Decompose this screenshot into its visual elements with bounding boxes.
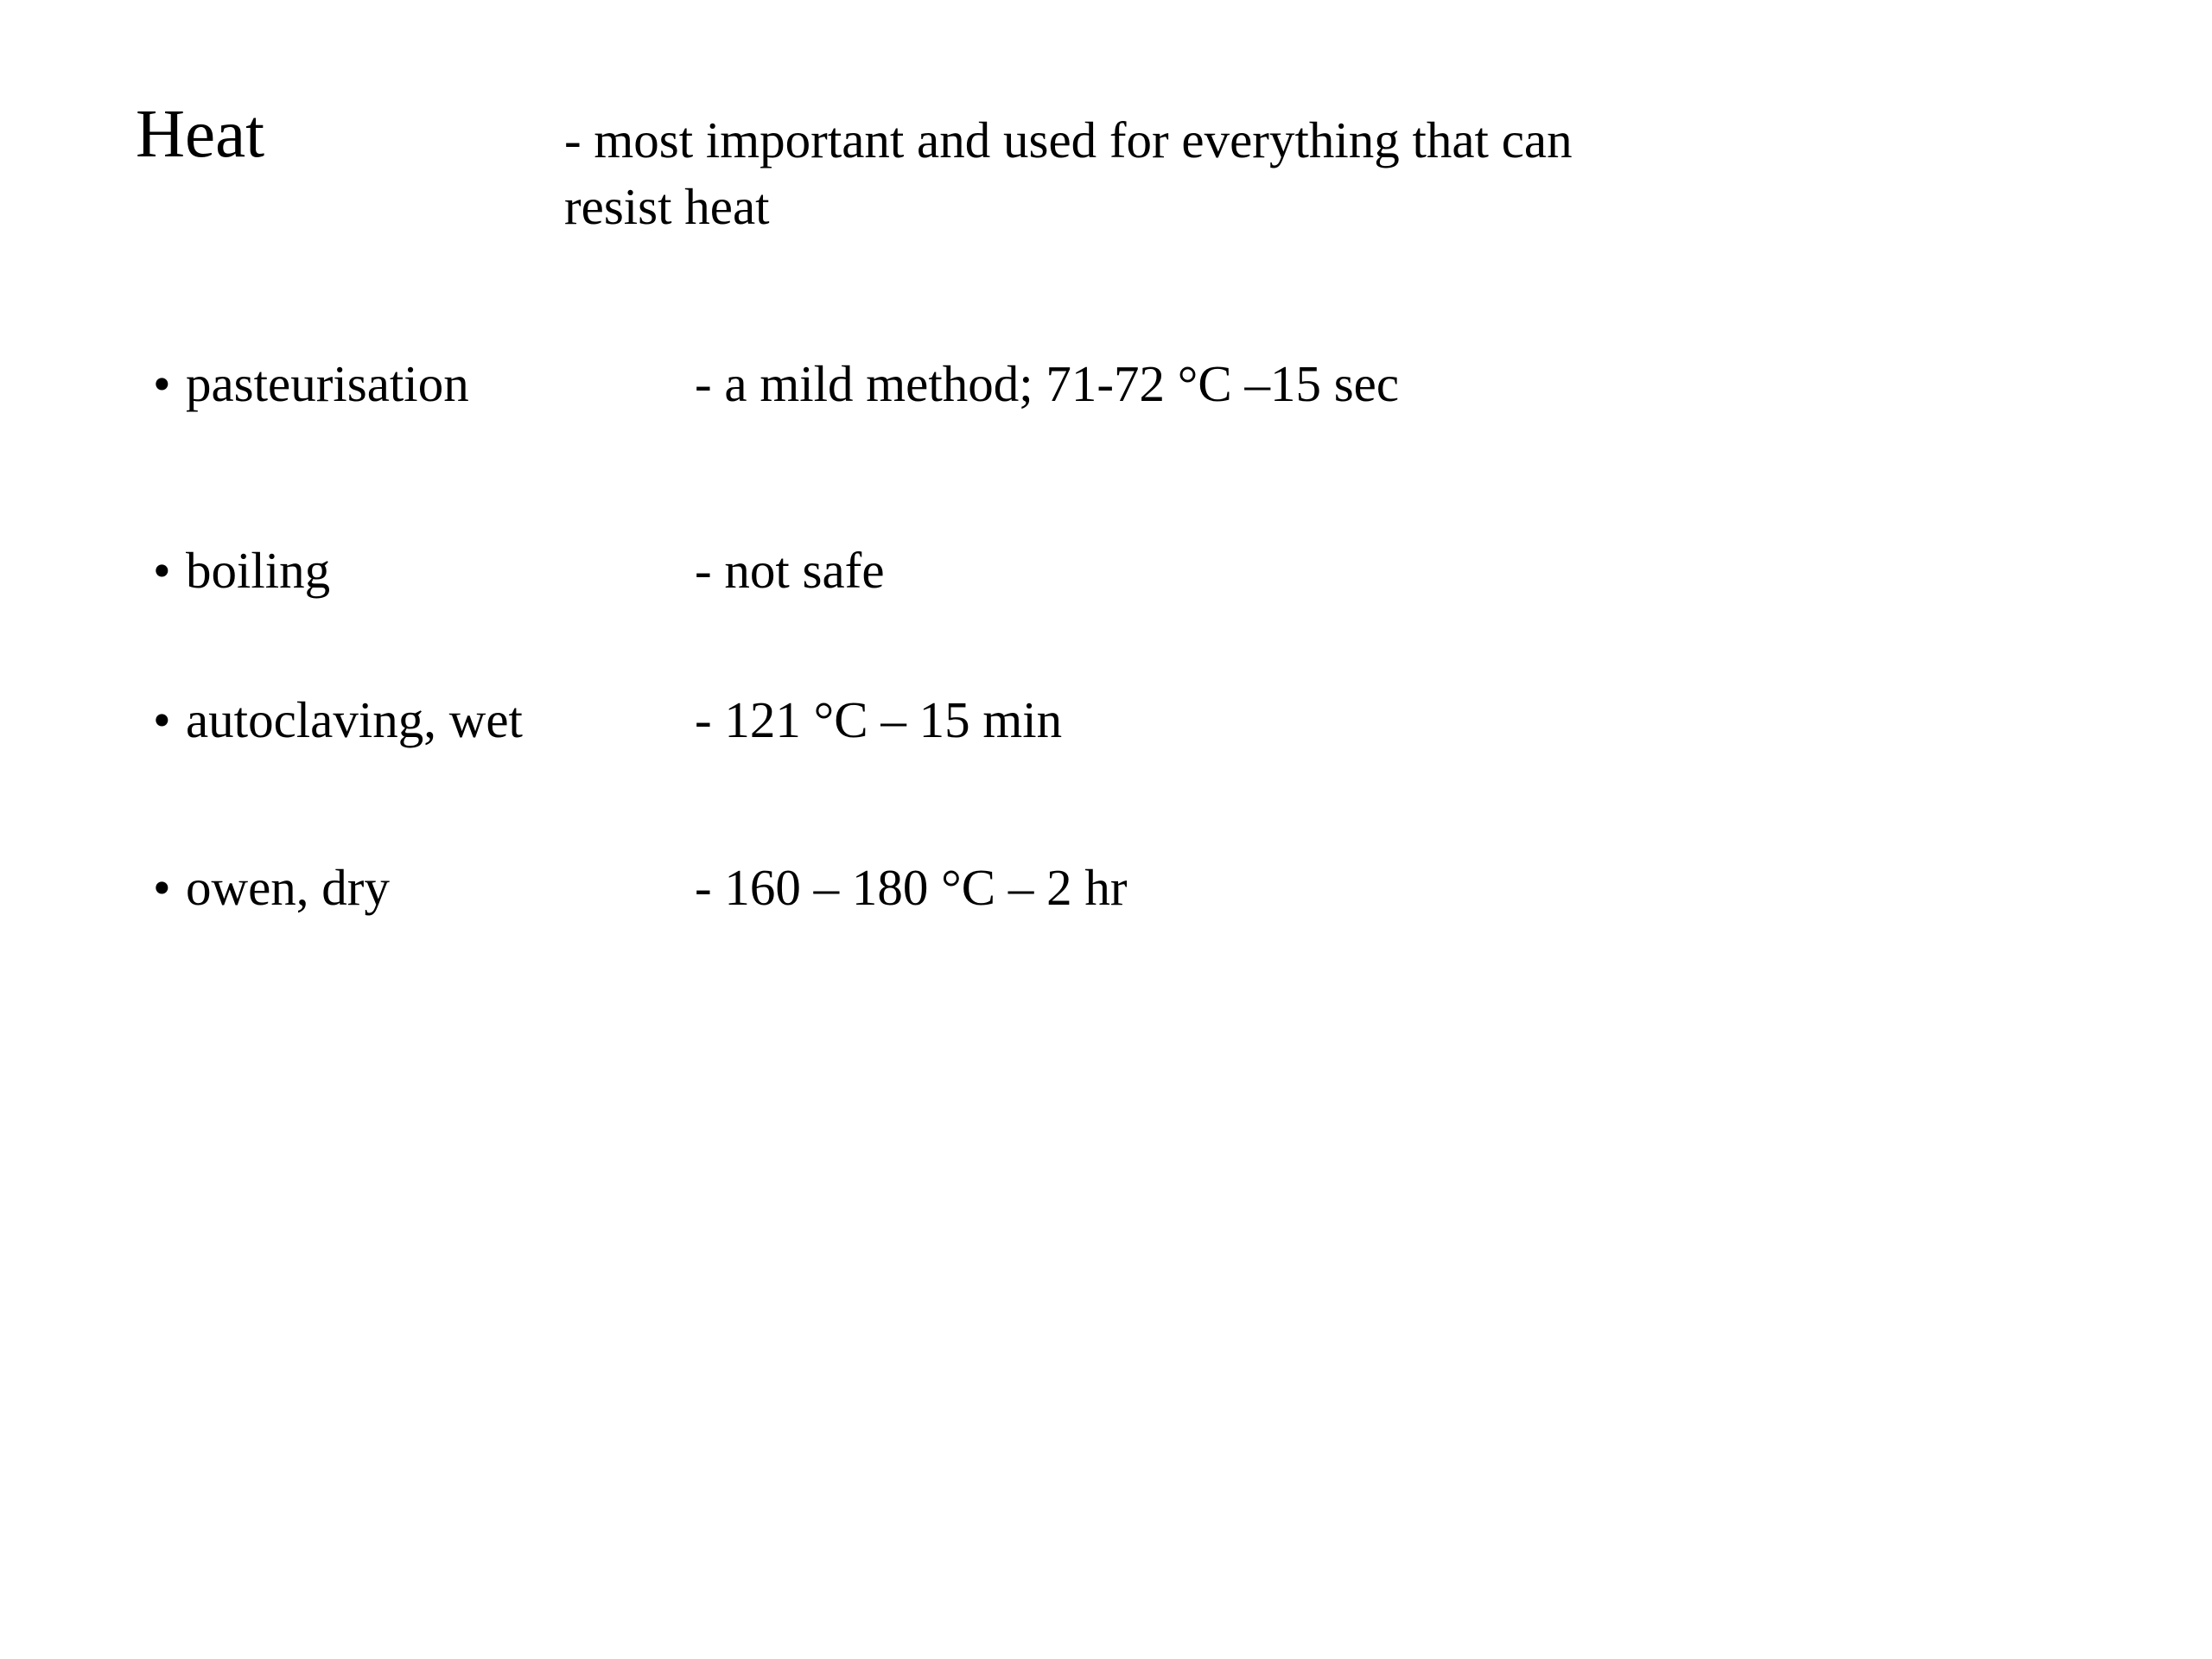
slide-subtitle: [564, 107, 1774, 240]
list-item: [0, 853, 2212, 922]
item-term-label: pasteurisation: [186, 355, 469, 412]
item-term-label: boiling: [186, 542, 331, 599]
item-description: - not safe: [695, 542, 885, 599]
item-description: - a mild method; 71-72 °C –15 sec: [695, 355, 1400, 412]
item-term-label: autoclaving, wet: [186, 691, 523, 748]
subtitle-line: - most important and used for everything that can: [564, 111, 1573, 168]
bullet-icon: •: [153, 355, 171, 412]
bullet-icon: •: [153, 542, 171, 599]
item-description: - 121 °C – 15 min: [695, 691, 1063, 748]
item-term: [153, 349, 469, 418]
bullet-icon: •: [153, 859, 171, 916]
subtitle-line: resist heat: [564, 178, 770, 235]
item-term: [153, 536, 330, 605]
item-term-label: owen, dry: [186, 859, 390, 916]
list-item: [0, 685, 2212, 754]
item-term: [153, 685, 523, 754]
item-description: - 160 – 180 °C – 2 hr: [695, 859, 1128, 916]
item-term: [153, 853, 390, 922]
bullet-icon: •: [153, 691, 171, 748]
list-item: [0, 536, 2212, 605]
slide-title: Heat: [136, 97, 265, 172]
list-item: [0, 349, 2212, 418]
